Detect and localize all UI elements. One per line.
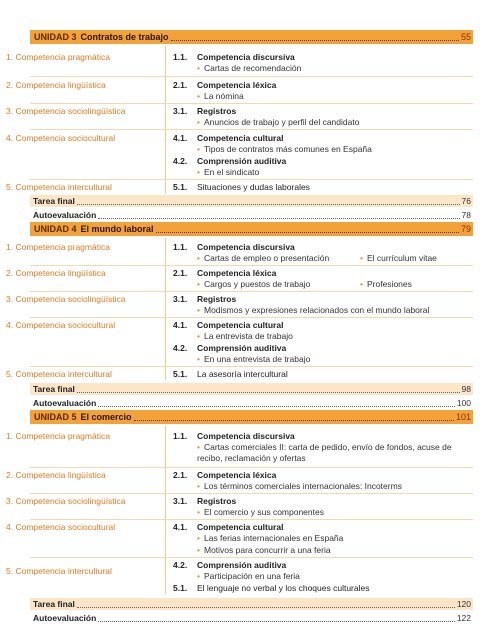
list-item: • Profesiones xyxy=(360,279,412,289)
unit-page: 79 xyxy=(460,224,471,234)
list-item: • La entrevista de trabajo xyxy=(197,331,293,341)
list-item: • El currículum vitae xyxy=(360,253,437,263)
section-title: Comprensión auditiva xyxy=(197,156,287,166)
competence-label: 1. Competencia pragmática xyxy=(6,431,110,441)
section-number: 4.1. xyxy=(173,133,188,143)
unit-page: 101 xyxy=(455,412,471,422)
unit-header-5[interactable] xyxy=(30,410,473,424)
section-number: 2.1. xyxy=(173,80,188,90)
competence-label: 2. Competencia lingüística xyxy=(6,268,106,278)
unit-header-3[interactable] xyxy=(30,30,473,44)
unit-title: Contratos de trabajo xyxy=(80,32,169,42)
competence-label: 3. Competencia sociolingüística xyxy=(6,496,126,506)
competence-label: 1. Competencia pragmática xyxy=(6,52,110,62)
section-number: 1.1. xyxy=(173,52,188,62)
column-divider xyxy=(165,46,166,194)
list-item: • La nómina xyxy=(197,91,244,101)
list-item: • Tipos de contratos más comunes en España xyxy=(197,144,372,154)
list-item: • El comercio y sus componentes xyxy=(197,507,324,517)
list-item: • Cartas de recomendación xyxy=(197,63,302,73)
competence-label: 5. Competencia intercultural xyxy=(6,369,112,379)
page-number: 78 xyxy=(461,210,471,220)
section-number: 4.2. xyxy=(173,343,188,353)
competence-label: 4. Competencia sociocultural xyxy=(6,522,116,532)
competence-label: 4. Competencia sociocultural xyxy=(6,320,116,330)
dot-leader xyxy=(77,204,460,205)
section-number: 5.1. xyxy=(173,583,188,593)
list-item: • Motivos para concurrir a una feria xyxy=(197,545,331,555)
section-number: 4.1. xyxy=(173,320,188,330)
section-number: 2.1. xyxy=(173,268,188,278)
section-number: 4.1. xyxy=(173,522,188,532)
autoevaluacion-row[interactable] xyxy=(30,397,473,409)
page-number: 76 xyxy=(461,196,471,206)
page-number: 122 xyxy=(456,613,471,623)
competence-label: 4. Competencia sociocultural xyxy=(6,133,116,143)
row-divider xyxy=(30,76,473,77)
row-divider xyxy=(30,291,473,292)
section-title: Competencia discursiva xyxy=(197,52,295,62)
section-title: Competencia léxica xyxy=(197,470,277,480)
list-item: • En el sindicato xyxy=(197,167,260,177)
unit-title: El comercio xyxy=(80,412,132,422)
section-number: 3.1. xyxy=(173,496,188,506)
section-number: 3.1. xyxy=(173,294,188,304)
row-divider xyxy=(30,317,473,318)
row-divider xyxy=(30,366,473,367)
row-divider xyxy=(30,493,473,494)
section-number: 3.1. xyxy=(173,106,188,116)
dot-leader xyxy=(98,621,455,622)
unit-header-4[interactable] xyxy=(30,222,473,236)
section-title: Comprensión auditiva xyxy=(197,343,287,353)
list-item: • Modismos y expresiones relacionados con el mundo laboral xyxy=(197,305,430,315)
tarea-final-row[interactable] xyxy=(30,195,473,207)
row-divider xyxy=(30,129,473,130)
section-number: 1.1. xyxy=(173,242,188,252)
dot-leader xyxy=(171,40,459,41)
list-item: • Participación en una feria xyxy=(197,571,300,581)
row-divider xyxy=(30,557,473,558)
section-title: Competencia cultural xyxy=(197,522,284,532)
section-number: 2.1. xyxy=(173,470,188,480)
section-title: Comprensión auditiva xyxy=(197,560,287,570)
row-divider xyxy=(30,519,473,520)
tarea-final-label: Tarea final xyxy=(33,384,75,394)
competence-label: 5. Competencia intercultural xyxy=(6,182,112,192)
row-divider xyxy=(30,103,473,104)
section-title: Competencia discursiva xyxy=(197,431,295,441)
autoevaluacion-label: Autoevaluación xyxy=(33,398,97,408)
section-title: Competencia cultural xyxy=(197,320,284,330)
row-divider xyxy=(30,467,473,468)
competence-label: 3. Competencia sociolingüística xyxy=(6,106,126,116)
competence-label: 2. Competencia lingüística xyxy=(6,470,106,480)
section-text: Situaciones y dudas laborales xyxy=(197,182,310,192)
page-number: 120 xyxy=(456,599,471,609)
list-item: • Cargos y puestos de trabajo xyxy=(197,279,311,289)
section-title: Registros xyxy=(197,496,237,506)
tarea-final-label: Tarea final xyxy=(33,196,75,206)
dot-leader xyxy=(77,607,455,608)
list-item: • Los términos comerciales internacionales: Incoterms xyxy=(197,481,402,491)
list-item: • Anuncios de trabajo y perfil del candidato xyxy=(197,117,360,127)
dot-leader xyxy=(156,232,459,233)
row-divider xyxy=(30,179,473,180)
unit-name: UNIDAD 3 xyxy=(34,32,77,42)
section-text: La asesoría intercultural xyxy=(197,369,288,379)
page-number: 100 xyxy=(456,398,471,408)
section-number: 5.1. xyxy=(173,369,188,379)
autoevaluacion-label: Autoevaluación xyxy=(33,210,97,220)
section-number: 4.2. xyxy=(173,156,188,166)
competence-label: 1. Competencia pragmática xyxy=(6,242,110,252)
list-item: • En una entrevista de trabajo xyxy=(197,354,311,364)
tarea-final-row[interactable] xyxy=(30,383,473,395)
unit-name: UNIDAD 5 xyxy=(34,412,77,422)
section-title: Competencia discursiva xyxy=(197,242,295,252)
dot-leader xyxy=(98,406,455,407)
section-title: Registros xyxy=(197,294,237,304)
dot-leader xyxy=(77,392,460,393)
tarea-final-row[interactable] xyxy=(30,598,473,610)
column-divider xyxy=(165,426,166,594)
list-item: • Las ferias internacionales en España xyxy=(197,533,344,543)
dot-leader xyxy=(134,420,454,421)
autoevaluacion-row[interactable] xyxy=(30,209,473,221)
autoevaluacion-label: Autoevaluación xyxy=(33,613,97,623)
unit-name: UNIDAD 4 xyxy=(34,224,77,234)
section-title: Competencia léxica xyxy=(197,268,277,278)
section-text: El lenguaje no verbal y los choques culturales xyxy=(197,583,370,593)
page-number: 98 xyxy=(461,384,471,394)
section-title: Competencia cultural xyxy=(197,133,284,143)
competence-label: 2. Competencia lingüística xyxy=(6,80,106,90)
section-number: 4.2. xyxy=(173,560,188,570)
section-number: 1.1. xyxy=(173,431,188,441)
section-title: Registros xyxy=(197,106,237,116)
list-item: • Cartas de empleo o presentación xyxy=(197,253,330,263)
section-title: Competencia léxica xyxy=(197,80,277,90)
unit-page: 55 xyxy=(460,32,471,42)
section-number: 5.1. xyxy=(173,182,188,192)
autoevaluacion-row[interactable] xyxy=(30,612,473,624)
column-divider xyxy=(165,238,166,380)
tarea-final-label: Tarea final xyxy=(33,599,75,609)
competence-label: 3. Competencia sociolingüística xyxy=(6,294,126,304)
competence-label: 5. Competencia intercultural xyxy=(6,566,112,576)
dot-leader xyxy=(98,218,459,219)
unit-title: El mundo laboral xyxy=(80,224,154,234)
row-divider xyxy=(30,265,473,266)
list-item: • Cartas comerciales II: carta de pedido, envío de fondos, acuse de recibo, reclamación y ofertas xyxy=(197,442,452,463)
